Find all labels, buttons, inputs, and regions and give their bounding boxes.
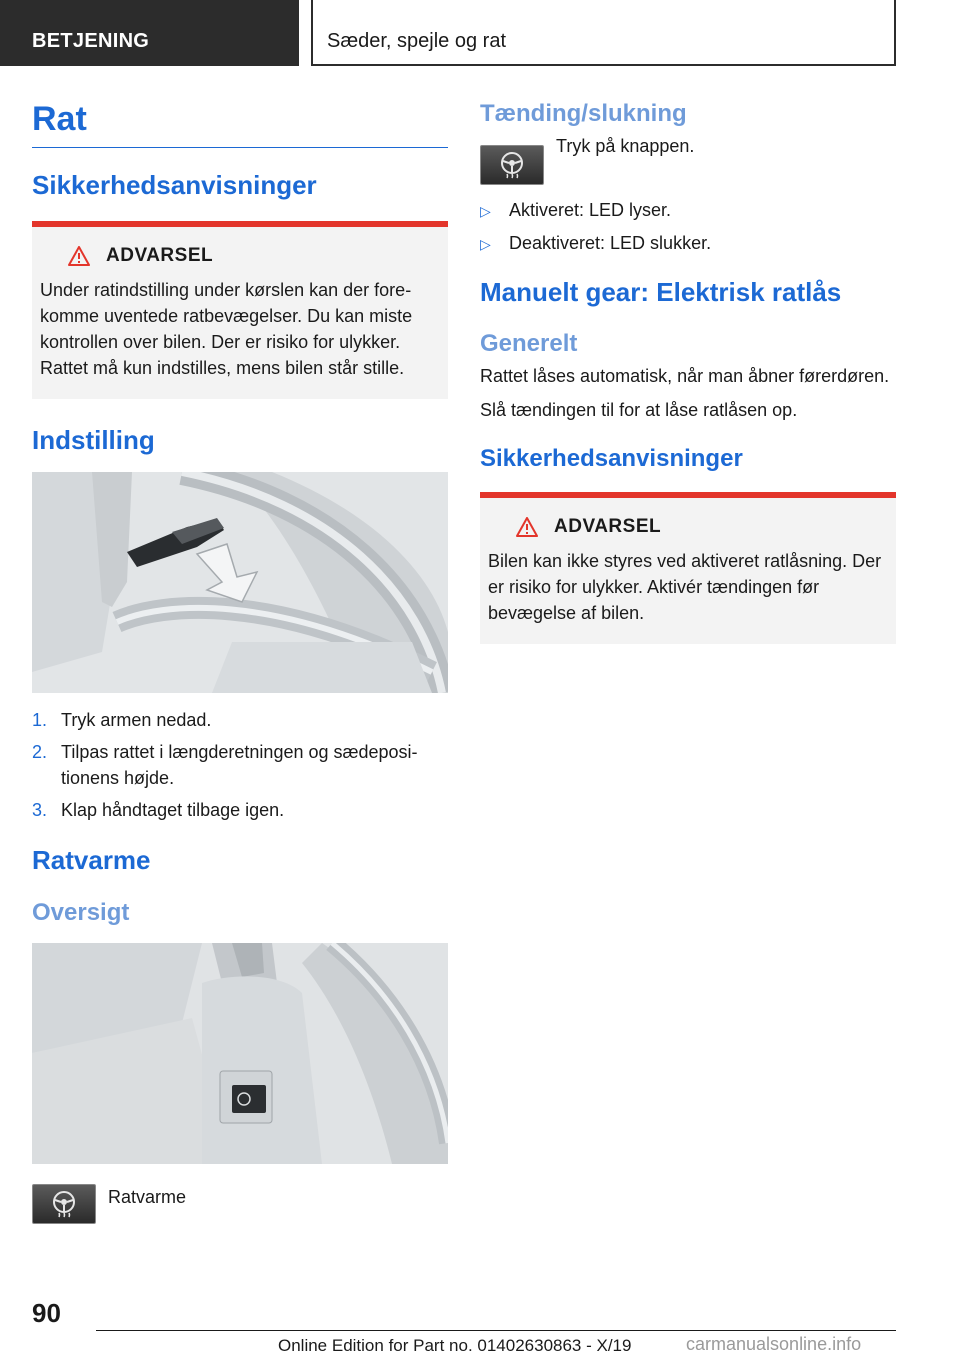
section-tab: BETJENING [0, 0, 299, 66]
general-heading: Generelt [480, 329, 578, 357]
page-header [0, 0, 960, 66]
warning-box-2 [480, 492, 896, 644]
watermark: carmanualsonline.info [686, 1334, 862, 1354]
warning-header [516, 516, 884, 538]
left-column [32, 100, 448, 1224]
step-text: Tryk armen nedad. [61, 710, 212, 731]
steering-column-illustration [32, 472, 448, 693]
step-number: 2. [32, 742, 48, 763]
right-column [480, 100, 896, 644]
button-caption: Ratvarme [108, 1187, 187, 1208]
steering-wheel-heating-button[interactable] [32, 1184, 96, 1224]
safety-heading-2: Sikkerhedsanvisninger [480, 444, 743, 472]
warning-triangle-icon [68, 246, 90, 266]
step-text: Klap håndtaget tilbage igen. [61, 800, 285, 821]
triangle-bullet-icon: ▷ [480, 235, 491, 252]
chapter-title: Sæder, spejle og rat [311, 0, 896, 66]
bullet-text: Deaktiveret: LED slukker. [509, 232, 712, 253]
general-paragraph-2: Slå tændingen til for at låse ratlåsen op. [480, 399, 798, 420]
warning-text: Bilen kan ikke styres ved aktiveret ratlåsning. Der er risiko for ulykker. Aktivér tændingen før bevægelse af bilen. [488, 550, 882, 623]
ignition-heading: Tænding/slukning [480, 100, 687, 127]
list-item [480, 230, 896, 257]
ignition-button-row [480, 135, 896, 185]
warning-label: ADVARSEL [106, 245, 214, 267]
status-list [480, 197, 896, 257]
triangle-bullet-icon: ▷ [480, 202, 491, 219]
edition-text: Online Edition for Part no. 01402630863 - X/19 [278, 1336, 632, 1355]
heating-heading: Ratvarme [32, 845, 151, 876]
step-number: 3. [32, 800, 48, 821]
list-item [32, 739, 448, 791]
adjust-heading: Indstilling [32, 425, 155, 456]
warning-label: ADVARSEL [554, 515, 662, 537]
page-title: Rat [32, 100, 448, 148]
heating-button-illustration [32, 943, 448, 1164]
press-button-text: Tryk på knappen. [556, 135, 695, 156]
safety-heading: Sikkerhedsanvisninger [32, 170, 317, 201]
steps-list [32, 707, 448, 823]
list-item [480, 197, 896, 224]
footer-divider [96, 1330, 896, 1331]
warning-text: Under ratindstilling under kørslen kan der forekomme uventede ratbevægelser. Du kan miste kontrollen over bilen. Der er risiko for ulykker. Rattet må kun indstilles, mens bilen står stille. [40, 280, 413, 379]
steering-wheel-heating-button[interactable] [480, 145, 544, 185]
general-paragraph-1: Rattet låses automatisk, når man åbner førerdøren. [480, 365, 890, 386]
page-number: 90 [32, 1298, 61, 1328]
step-text: Tilpas rattet i længderetningen og sædepositionens højde. [61, 742, 418, 789]
heated-steering-wheel-icon [497, 150, 527, 180]
step-number: 1. [32, 710, 48, 731]
heated-steering-wheel-icon [49, 1189, 79, 1219]
list-item [32, 707, 448, 733]
manual-gear-heading: Manuelt gear: Elektrisk ratlås [480, 276, 842, 307]
heating-button-row [32, 1184, 448, 1224]
bullet-text: Aktiveret: LED lyser. [509, 199, 672, 220]
warning-triangle-icon [516, 517, 538, 537]
list-item [32, 797, 448, 823]
overview-heading: Oversigt [32, 898, 130, 926]
warning-header [68, 245, 436, 267]
warning-box [32, 221, 448, 399]
